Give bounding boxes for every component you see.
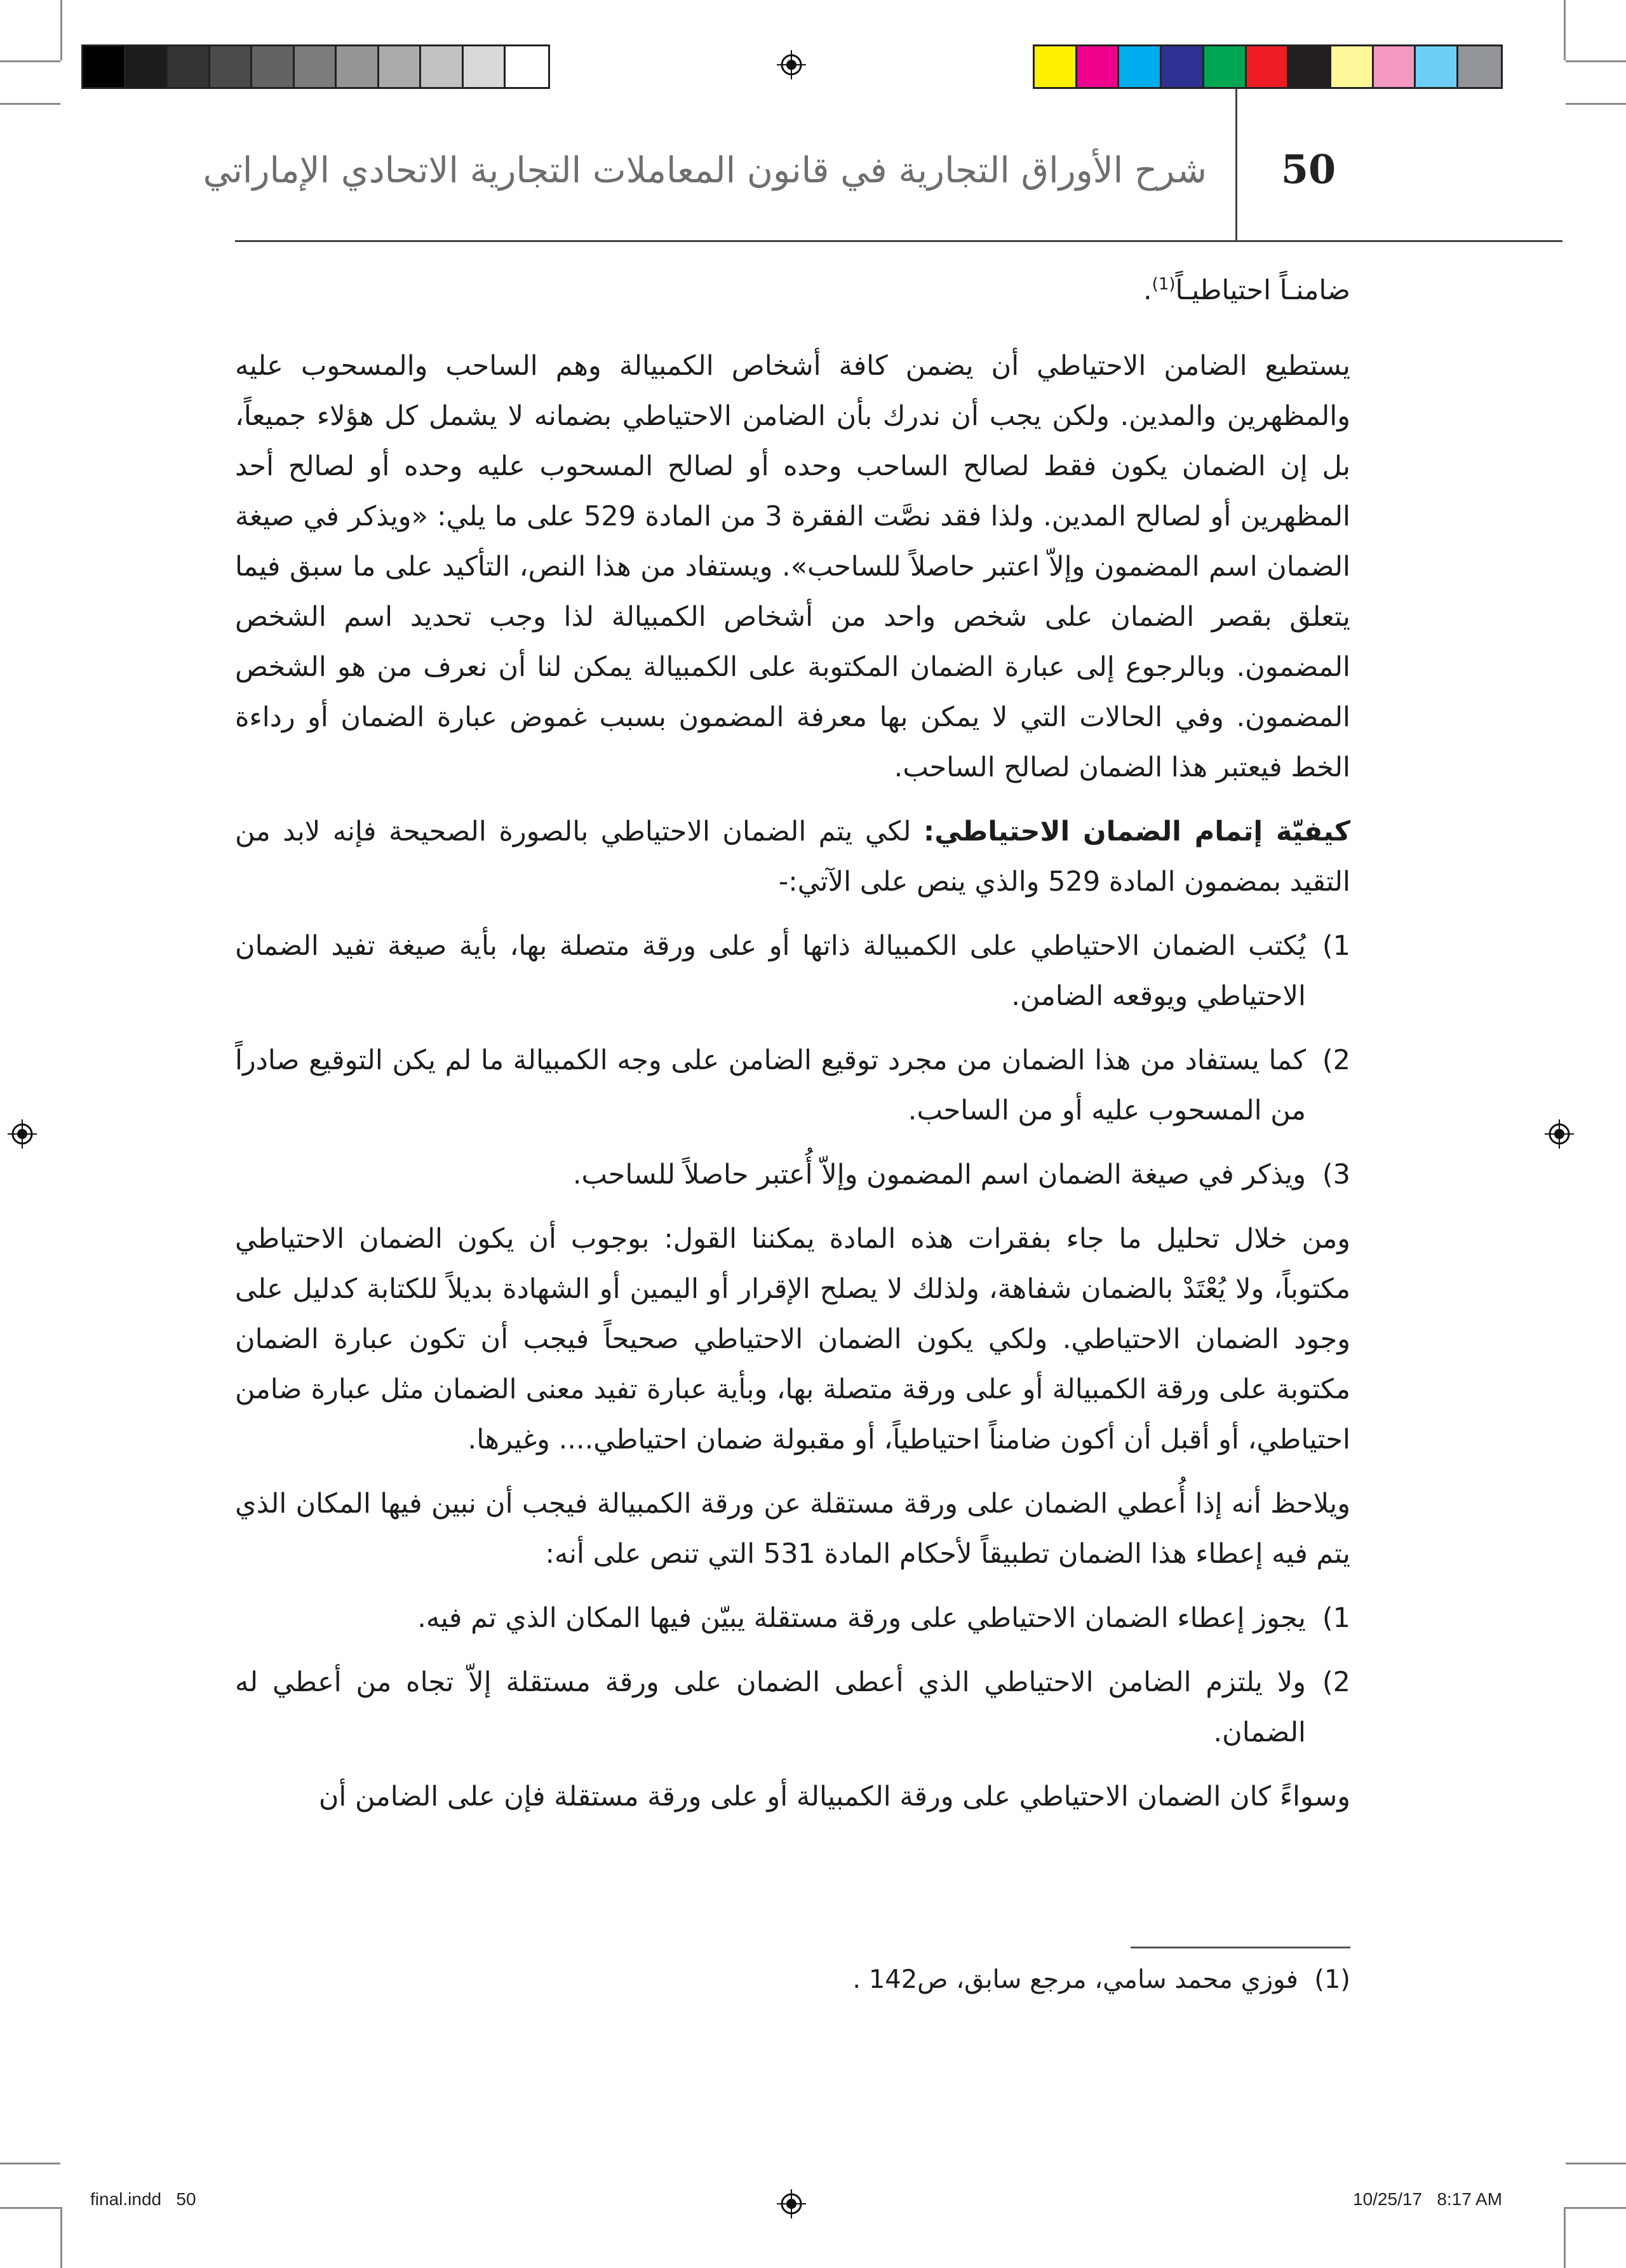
paragraph-5: وسواءً كان الضمان الاحتياطي على ورقة الكمبيالة أو على ورقة مستقلة فإن على الضامن أن <box>318 1781 1350 1812</box>
page-body <box>235 266 1350 1836</box>
page-number: 50 <box>1280 146 1336 192</box>
section-heading: كيفيّة إتمام الضمان الاحتياطي: <box>924 816 1350 847</box>
list-item-number: 1) <box>1322 930 1350 962</box>
crop-mark <box>1566 60 1626 62</box>
process-color-bar <box>1033 44 1503 89</box>
color-swatch <box>83 46 126 87</box>
color-swatch <box>1247 46 1289 87</box>
grayscale-color-bar <box>81 44 550 89</box>
paragraph-2 <box>235 807 1350 907</box>
crop-mark <box>0 103 60 105</box>
crop-mark <box>60 0 62 60</box>
registration-mark-icon <box>777 50 806 79</box>
crop-mark <box>1564 0 1566 60</box>
color-swatch <box>1162 46 1204 87</box>
color-swatch <box>210 46 253 87</box>
registration-mark-icon <box>777 2189 806 2218</box>
paragraph-2-text: لكي يتم الضمان الاحتياطي بالصورة الصحيحة فإنه لابد من التقيد بمضمون المادة 529 والذي ينص على الآتي:- <box>235 816 1350 898</box>
crop-mark <box>0 60 60 62</box>
list-item-number: 3) <box>1322 1159 1350 1191</box>
crop-mark <box>0 2163 60 2164</box>
list-item-text: كما يستفاد من هذا الضمان من مجرد توقيع الضامن على وجه الكمبيالة ما لم يكن التوقيع صادراً من المسحوب عليه أو من الساحب. <box>235 1044 1306 1126</box>
intro-paragraph <box>235 266 1350 316</box>
color-swatch <box>506 46 548 87</box>
header-divider <box>1235 89 1237 241</box>
list-item <box>235 1036 1350 1136</box>
list-item-number: 2) <box>1322 1666 1350 1698</box>
registration-mark-icon <box>8 1119 37 1149</box>
list-item-text: ولا يلتزم الضامن الاحتياطي الذي أعطى الضمان على ورقة مستقلة إلاّ تجاه من أعطي له الضمان. <box>235 1666 1306 1748</box>
list-item-text: ويذكر في صيغة الضمان اسم المضمون وإلاّ أُعتبر حاصلاً للساحب. <box>572 1159 1306 1191</box>
intro-end: . <box>1143 274 1152 306</box>
color-swatch <box>1119 46 1162 87</box>
running-header-title: شرح الأوراق التجارية في قانون المعاملات التجارية الاتحادي الإماراتي <box>203 150 1207 191</box>
color-swatch <box>1458 46 1501 87</box>
intro-text: ضامنـاً احتياطيـاً <box>1175 274 1350 306</box>
paragraph-3: ومن خلال تحليل ما جاء بفقرات هذه المادة يمكننا القول: بوجوب أن يكون الضمان الاحتياطي مكتوباً، ولا يُعْتَدْ بالضمان شفاهة، ولذلك لا يصلح الإقرار أو اليمين أو الشهادة بديلاً للكتابة كدليل على وجود الضمان الاحتياطي. ولكي يكون الضمان الاحتياطي صحيحاً فيجب أن تكون عبارة الضمان مكتوبة على ورقة الكمبيالة أو على ورقة متصلة بها، وبأية عبارة تفيد معنى الضمان مثل عبارة ضامن احتياطي، أو أقبل أن أكون ضامناً احتياطياً، أو مقبولة ضمان احتياطي.... وغيرها. <box>235 1223 1350 1455</box>
color-swatch <box>421 46 464 87</box>
list-item <box>235 1657 1350 1758</box>
crop-mark <box>0 2207 60 2209</box>
color-swatch <box>1416 46 1458 87</box>
list-item <box>235 921 1350 1022</box>
color-swatch <box>126 46 168 87</box>
color-swatch <box>252 46 295 87</box>
color-swatch <box>1035 46 1077 87</box>
footnote-reference: (1) <box>1152 274 1176 294</box>
crop-mark <box>1566 2163 1626 2164</box>
footnote <box>235 1961 1350 1999</box>
paragraph-4: ويلاحظ أنه إذا أُعطي الضمان على ورقة مستقلة عن ورقة الكمبيالة فيجب أن نبين فيها المكان الذي يتم فيه إعطاء هذا الضمان تطبيقاً لأحكام المادة 531 التي تنص على أنه: <box>235 1488 1350 1570</box>
slug-date-info: 10/25/17 8:17 AM <box>1353 2189 1503 2209</box>
color-swatch <box>1204 46 1247 87</box>
paragraph-1: يستطيع الضامن الاحتياطي أن يضمن كافة أشخاص الكمبيالة وهم الساحب والمسحوب عليه والمظهرين والمدين. ولكن يجب أن ندرك بأن الضامن الاحتياطي بضمانه لا يشمل كل هؤلاء جميعاً، بل إن الضمان يكون فقط لصالح الساحب وحده أو لصالح المسحوب عليه وحده أو لصالح أحد المظهرين أو لصالح المدين. ولذا فقد نصَّت الفقرة 3 من المادة 529 على ما يلي: «ويذكر في صيغة الضمان اسم المضمون وإلاّ اعتبر حاصلاً للساحب». ويستفاد من هذا النص، التأكيد على ما سبق فيما يتعلق بقصر الضمان على شخص واحد من أشخاص الكمبيالة لذا وجب تحديد اسم الشخص المضمون. وبالرجوع إلى عبارة الضمان المكتوبة على الكمبيالة يمكن لنا أن نعرف من هو الشخص المضمون. وفي الحالات التي لا يمكن بها معرفة المضمون بسبب غموض عبارة الضمان أو رداءة الخط فيعتبر هذا الضمان لصالح الساحب. <box>235 350 1350 783</box>
footnote-rule <box>1131 1947 1350 1948</box>
color-swatch <box>1289 46 1331 87</box>
header-rule <box>235 240 1562 242</box>
color-swatch <box>464 46 506 87</box>
slug-file-info: final.indd 50 <box>90 2189 196 2209</box>
list-item-number: 1) <box>1322 1602 1350 1634</box>
color-swatch <box>1077 46 1120 87</box>
footnote-text: فوزي محمد سامي، مرجع سابق، ص142 . <box>852 1965 1298 1994</box>
crop-mark <box>1566 2207 1626 2209</box>
footnote-number: (1) <box>1314 1965 1350 1994</box>
color-swatch <box>337 46 379 87</box>
crop-mark <box>1564 2207 1566 2268</box>
list-item-text: يجوز إعطاء الضمان الاحتياطي على ورقة مستقلة يبيّن فيها المكان الذي تم فيه. <box>417 1602 1306 1634</box>
color-swatch <box>168 46 210 87</box>
list-item <box>235 1593 1350 1644</box>
list-item <box>235 1150 1350 1200</box>
color-swatch <box>295 46 337 87</box>
registration-mark-icon <box>1545 1119 1574 1149</box>
list-item-text: يُكتب الضمان الاحتياطي على الكمبيالة ذاتها أو على ورقة متصلة بها، بأية صيغة تفيد الضمان الاحتياطي ويوقعه الضامن. <box>235 930 1306 1012</box>
crop-mark <box>60 2207 62 2268</box>
color-swatch <box>1374 46 1416 87</box>
crop-mark <box>1566 103 1626 105</box>
color-swatch <box>1331 46 1374 87</box>
list-item-number: 2) <box>1322 1044 1350 1076</box>
color-swatch <box>379 46 422 87</box>
